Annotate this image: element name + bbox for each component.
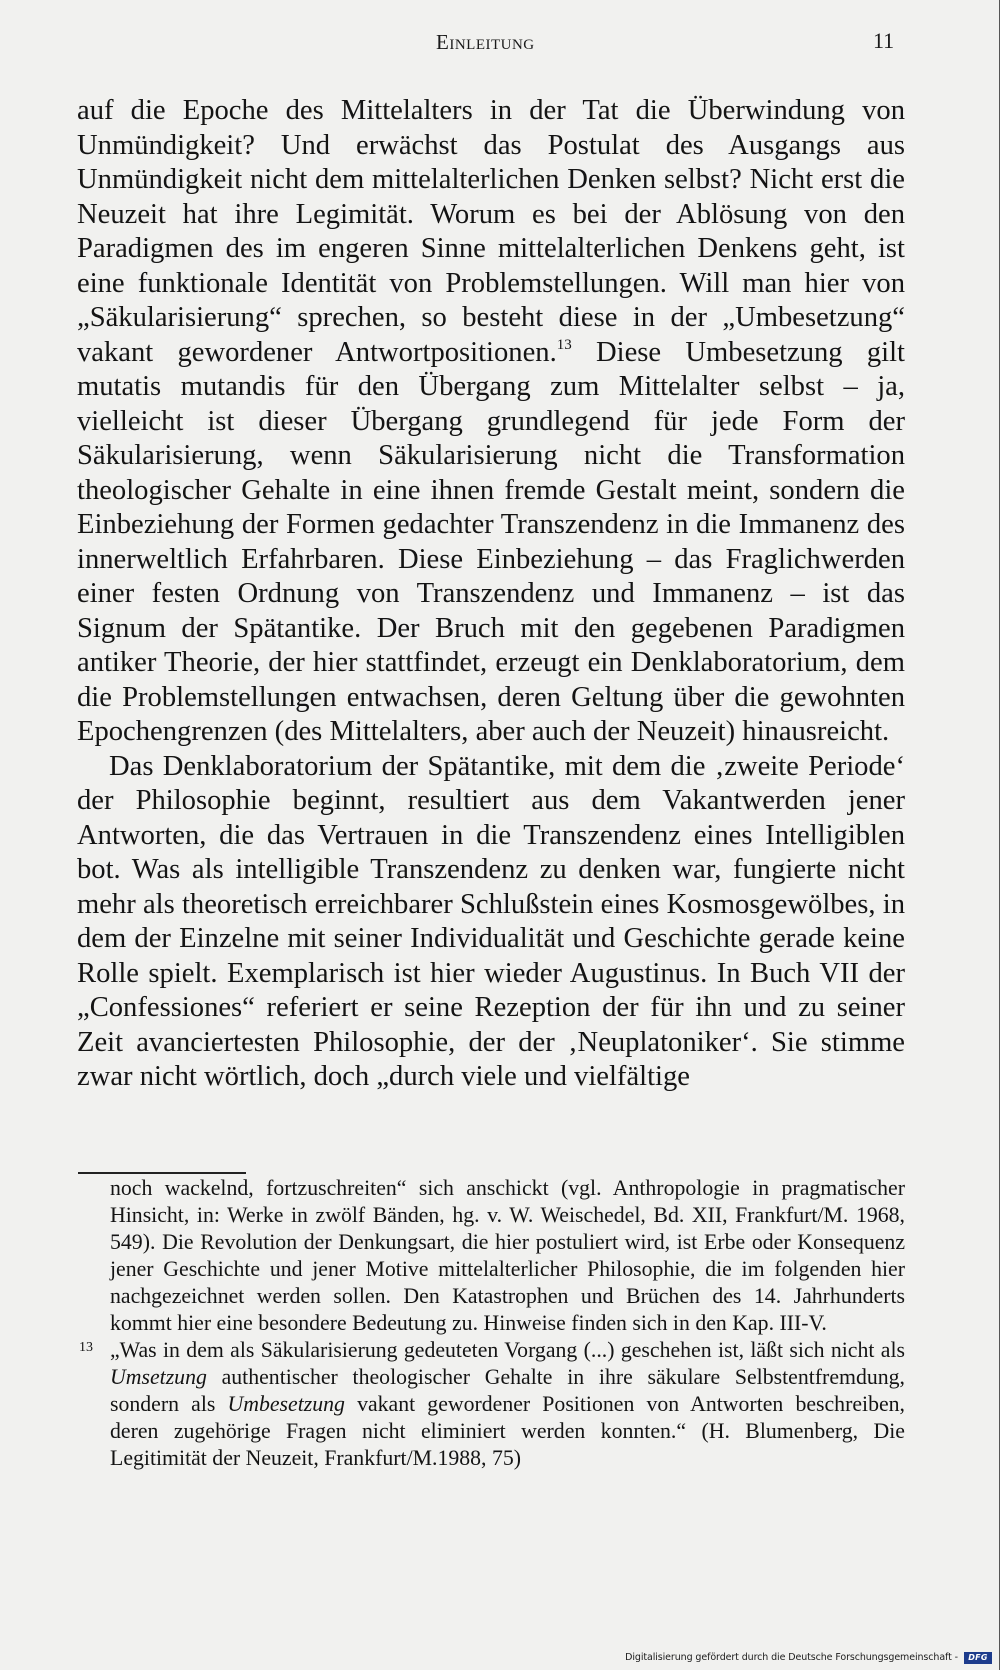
footnote-13 <box>77 1337 905 1472</box>
footnote-text: authentischer theologischer Gehalte in ihre säkulare Selbstentfremdung, sondern als <box>110 1365 905 1416</box>
footnote-text: „Was in dem als Säkularisierung gedeuteten Vorgang (...) geschehen ist, läßt sich nicht als <box>110 1338 905 1362</box>
body-paragraph-2: Das Denklaboratorium der Spätantike, mit dem die ‚zweite Periode‘ der Philosophie beginnt, resultiert aus dem Vakantwerden jener Antworten, die das Vertrauen in die Transzendenz eines Intelligiblen bot. Was als intelligible Transzendenz zu denken war, fungierte nicht mehr als theoretisch erreichbarer Schlußstein eines Kosmosgewölbes, in dem der Einzelne mit seiner Individualität und Geschichte gerade keine Rolle spielt. Exemplarisch ist hier wieder Augustinus. In Buch VII der „Confessiones“ referiert er seine Rezeption der für ihn und zu seiner Zeit avanciertesten Philosophie, der der ‚Neuplatoniker‘. Sie stimme zwar nicht wörtlich, doch „durch viele und vielfältige <box>77 750 905 1092</box>
funding-credit: Digitalisierung gefördert durch die Deutsche Forschungsgemeinschaft - <box>625 1652 958 1663</box>
dfg-logo: DFG <box>964 1652 992 1664</box>
footnotes-block <box>77 1175 905 1472</box>
running-head <box>0 26 1000 62</box>
body-paragraph-1 <box>77 94 905 750</box>
footnote-number: 13 <box>79 1340 93 1355</box>
running-head-title: Einleitung <box>436 30 535 54</box>
footnote-italic-term: Umbesetzung <box>227 1392 345 1416</box>
footnote-continued-text: noch wackelnd, fortzuschreiten“ sich anschickt (vgl. Anthropologie in pragmatischer Hinsicht, in: Werke in zwölf Bänden, hg. v. W. Weischedel, Bd. XII, Frankfurt/M. 1968, 549). Die Revolution der Denkungsart, die hier postuliert wird, ist Erbe oder Konsequenz jener Geschichte und jener Motive mittelalterlicher Philosophie, die im folgenden hier nachgezeichnet werden sollen. Den Katastrophen und Brüchen des 14. Jahrhunderts kommt hier eine besondere Bedeutung zu. Hinweise finden sich in den Kap. III-V. <box>110 1176 905 1335</box>
footnote-reference-13: 13 <box>556 336 572 353</box>
paragraph-text-continued: Diese Umbesetzung gilt mutatis mutandis für den Übergang zum Mittelalter selbst – ja, vielleicht ist dieser Übergang grundlegend für jede Form der Säkularisierung, wenn Säkularisierung nicht die Transformation theologischer Gehalte in eine ihnen fremde Gestalt meint, sondern die Einbeziehung der Formen gedachter Transzendenz in die Immanenz des innerweltlich Erfahrbaren. Diese Einbeziehung – das Fraglichwerden einer festen Ordnung von Transzendenz und Immanenz – ist das Signum der Spätantike. Der Bruch mit den gegebenen Paradigmen antiker Theorie, der hier stattfindet, erzeugt ein Denklaboratorium, dem die Problemstellungen entwachsen, deren Geltung über die gewohnten Epochengrenzen (des Mittelalters, aber auch der Neuzeit) hinausreicht. <box>77 336 906 747</box>
footnote-italic-term: Umsetzung <box>110 1365 207 1389</box>
page-number: 11 <box>873 28 895 53</box>
paragraph-text: auf die Epoche des Mittelalters in der Tat die Überwindung von Unmündigkeit? Und erwächst das Postulat des Ausgangs aus Unmündigkeit nicht dem mittelalterlichen Denken selbst? Nicht erst die Neuzeit hat ihre Legimität. Worum es bei der Ablösung von den Paradigmen des im engeren Sinne mittelalterlichen Denkens geht, ist eine funktionale Identität von Problemstellungen. Will man hier von „Säkularisierung“ sprechen, so besteht diese in der „Umbesetzung“ vakant gewordener Antwortpositionen. <box>77 95 905 368</box>
digitization-footer <box>600 1651 996 1667</box>
footnote-text: vakant gewordener Positionen von Antworten beschreiben, deren zugehörige Fragen nicht eliminiert werden konnten.“ (H. Blumenberg, Die Legitimität der Neuzeit, Frankfurt/M.1988, 75) <box>110 1392 905 1470</box>
main-text <box>77 94 905 1095</box>
footnote-continued <box>77 1175 905 1337</box>
footnote-separator <box>78 1172 246 1174</box>
